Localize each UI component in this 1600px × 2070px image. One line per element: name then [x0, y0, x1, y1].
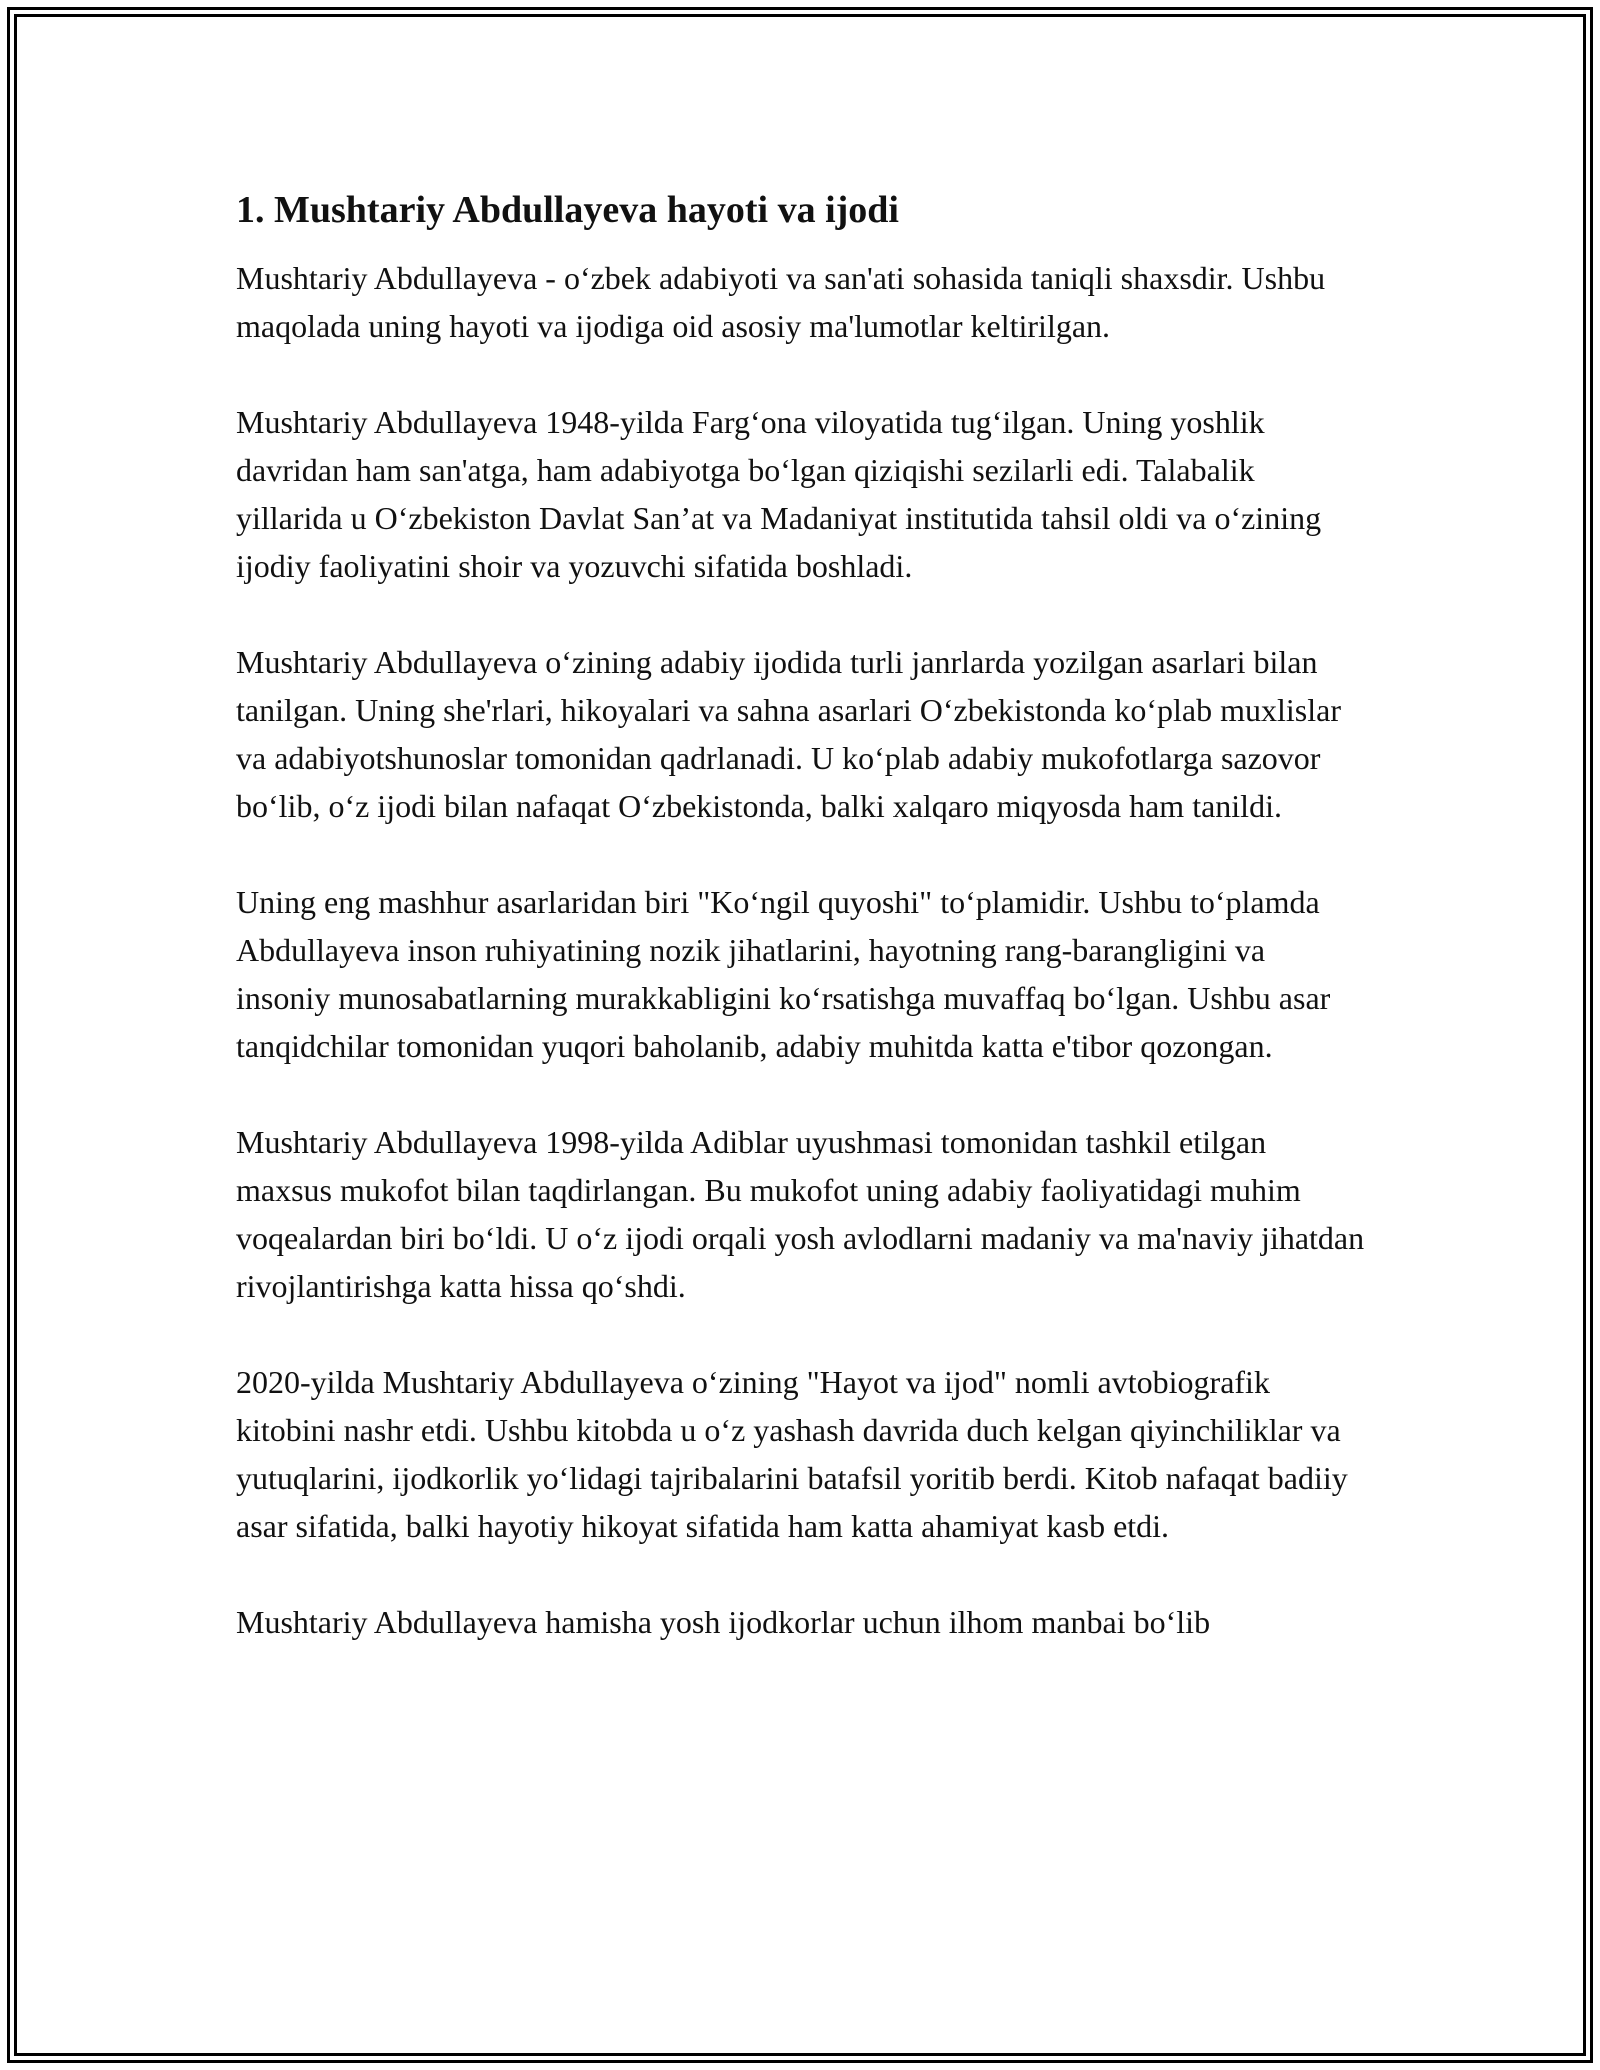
paragraph-autobiography: 2020-yilda Mushtariy Abdullayeva o‘zining "Hayot va ijod" nomli avtobiografik kitobini nashr etdi. Ushbu kitobda u o‘z yashash davrida duch kelgan qiyinchiliklar va yutuqlarini, ijodkorlik yo‘lidagi tajribalarini batafsil yoritib berdi. Kitob nafaqat badiiy asar sifatida, balki hayotiy hikoyat sifatida ham katta ahamiyat kasb etdi. — [236, 1364, 1348, 1544]
paragraph-legacy: Mushtariy Abdullayeva hamisha yosh ijodkorlar uchun ilhom manbai bo‘lib — [236, 1604, 1211, 1640]
paragraph-famous-work: Uning eng mashhur asarlaridan biri "Ko‘ngil quyoshi" to‘plamidir. Ushbu to‘plamda Abdullayeva inson ruhiyatining nozik jihatlarini, hayotning rang-barangligini va insoniy munosabatlarning murakkabligini ko‘rsatishga muvaffaq bo‘lgan. Ushbu asar tanqidchilar tomonidan yuqori baholanib, adabiy muhitda katta e'tibor qozongan. — [236, 884, 1331, 1064]
paragraph-award: Mushtariy Abdullayeva 1998-yilda Adiblar uyushmasi tomonidan tashkil etilgan maxsus mukofot bilan taqdirlangan. Bu mukofot uning adabiy faoliyatidagi muhim voqealardan biri bo‘ldi. U o‘z ijodi orqali yosh avlodlarni madaniy va ma'naviy jihatdan rivojlantirishga katta hissa qo‘shdi. — [236, 1124, 1365, 1304]
section-heading: 1. Mushtariy Abdullayeva hayoti va ijodi — [236, 189, 899, 231]
paragraph-intro: Mushtariy Abdullayeva - o‘zbek adabiyoti va san'ati sohasida taniqli shaxsdir. Ushbu maqolada uning hayoti va ijodiga oid asosiy ma'lumotlar keltirilgan. — [236, 260, 1326, 344]
paragraph-early-life: Mushtariy Abdullayeva 1948-yilda Farg‘ona viloyatida tug‘ilgan. Uning yoshlik davridan ham san'atga, ham adabiyotga bo‘lgan qiziqishi sezilarli edi. Talabalik yillarida u O‘zbekiston Davlat San’at va Madaniyat institutida tahsil oldi va o‘zining ijodiy faoliyatini shoir va yozuvchi sifatida boshladi. — [236, 404, 1322, 584]
paragraph-literary-work: Mushtariy Abdullayeva o‘zining adabiy ijodida turli janrlarda yozilgan asarlari bilan tanilgan. Uning she'rlari, hikoyalari va sahna asarlari O‘zbekistonda ko‘plab muxlislar va adabiyotshunoslar tomonidan qadrlanadi. U ko‘plab adabiy mukofotlarga sazovor bo‘lib, o‘z ijodi bilan nafaqat O‘zbekistonda, balki xalqaro miqyosda ham tanildi. — [236, 644, 1341, 824]
document-body — [236, 186, 1366, 1694]
